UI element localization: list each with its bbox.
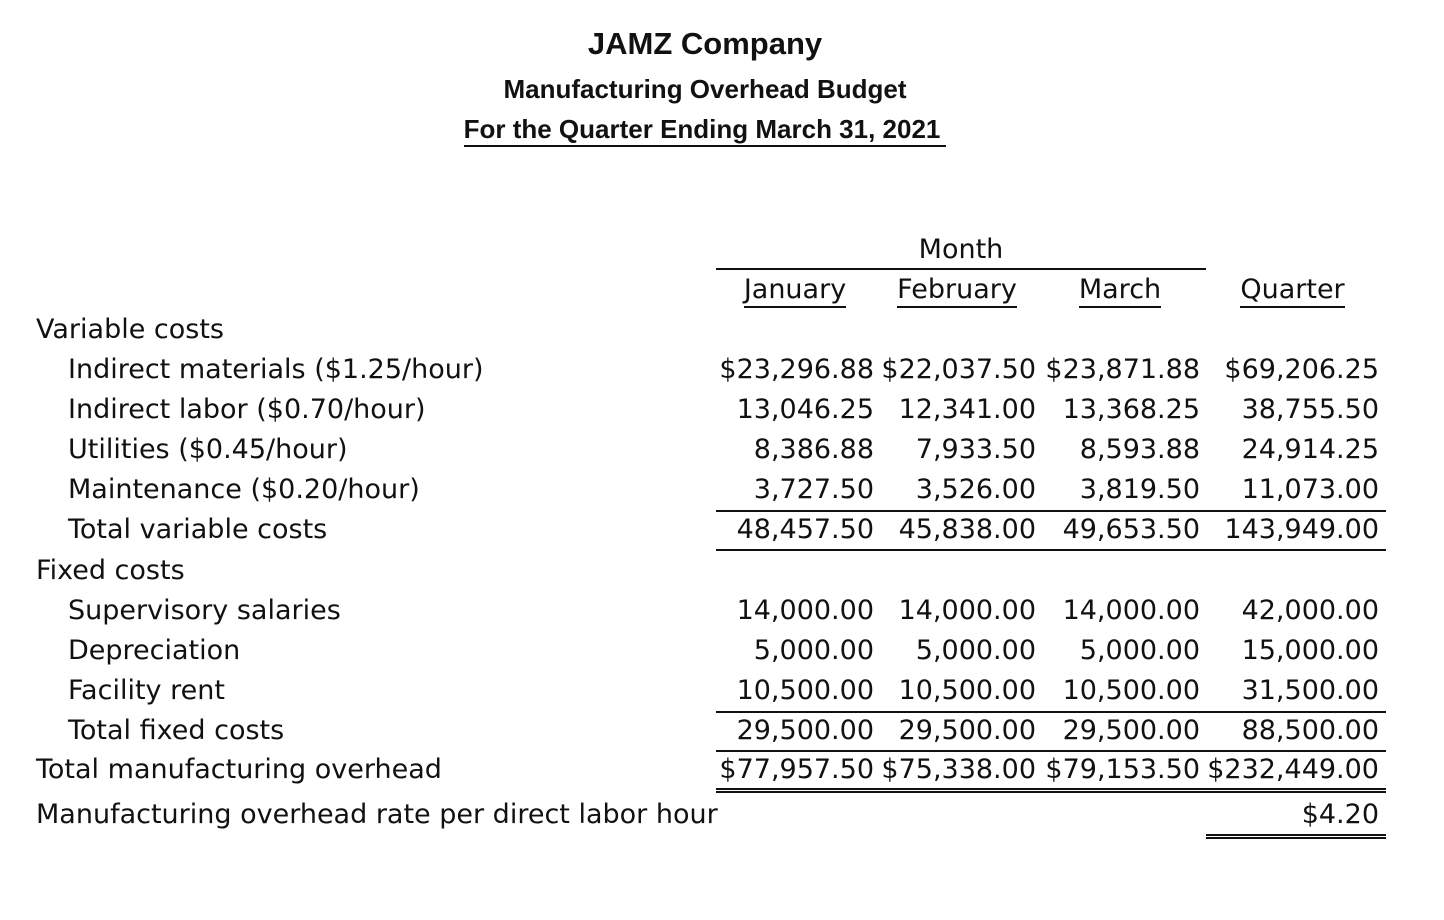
cell-utilities-jan: 8,386.88: [753, 434, 874, 465]
cell-maintenance-quarter: 11,073.00: [1241, 474, 1379, 505]
cell-indirect-labor-mar: 13,368.25: [1062, 394, 1200, 425]
row-label-indirect-materials: Indirect materials ($1.25/hour): [68, 354, 484, 385]
rate-double-rule: [1206, 834, 1386, 839]
cell-maintenance-feb: 3,526.00: [915, 474, 1036, 505]
col-header-march-text: March: [1079, 274, 1161, 308]
report-period: [0, 114, 1410, 145]
cell-total-variable-jan: 48,457.50: [736, 514, 874, 545]
row-label-supervisory-salaries: Supervisory salaries: [68, 595, 341, 626]
col-header-january-text: January: [744, 274, 846, 308]
grand-total-double-rule: [716, 788, 1386, 793]
row-label-total-overhead: Total manufacturing overhead: [36, 754, 442, 785]
cell-depreciation-quarter: 15,000.00: [1241, 635, 1379, 666]
row-label-facility-rent: Facility rent: [68, 675, 225, 706]
cell-total-fixed-jan: 29,500.00: [736, 715, 874, 746]
subtotal-rule-fixed: [716, 711, 1386, 713]
cell-total-variable-feb: 45,838.00: [898, 514, 1036, 545]
cell-total-fixed-mar: 29,500.00: [1062, 715, 1200, 746]
row-label-total-variable: Total variable costs: [68, 514, 328, 545]
cell-total-overhead-quarter: $232,449.00: [1207, 754, 1379, 785]
cell-overhead-rate-quarter: $4.20: [1301, 799, 1379, 830]
cell-indirect-materials-jan: $23,296.88: [719, 354, 874, 385]
cell-supervisory-salaries-quarter: 42,000.00: [1241, 595, 1379, 626]
row-label-indirect-labor: Indirect labor ($0.70/hour): [68, 394, 426, 425]
cell-total-overhead-feb: $75,338.00: [881, 754, 1036, 785]
section-label-variable: Variable costs: [36, 314, 224, 345]
cell-maintenance-mar: 3,819.50: [1079, 474, 1200, 505]
row-label-maintenance: Maintenance ($0.20/hour): [68, 474, 420, 505]
cell-total-fixed-quarter: 88,500.00: [1241, 715, 1379, 746]
cell-total-fixed-feb: 29,500.00: [898, 715, 1036, 746]
cell-facility-rent-mar: 10,500.00: [1062, 675, 1200, 706]
month-group-rule: [716, 268, 1206, 270]
cell-utilities-quarter: 24,914.25: [1241, 434, 1379, 465]
col-header-february-text: February: [897, 274, 1017, 308]
col-header-january: [716, 274, 874, 305]
cell-total-overhead-mar: $79,153.50: [1045, 754, 1200, 785]
cell-utilities-mar: 8,593.88: [1079, 434, 1200, 465]
col-header-quarter-text: Quarter: [1240, 274, 1344, 308]
cell-depreciation-mar: 5,000.00: [1079, 635, 1200, 666]
row-label-utilities: Utilities ($0.45/hour): [68, 434, 348, 465]
cell-indirect-materials-quarter: $69,206.25: [1224, 354, 1379, 385]
section-label-fixed: Fixed costs: [36, 555, 185, 586]
col-header-march: [1040, 274, 1200, 305]
col-header-quarter: [1206, 274, 1379, 305]
cell-supervisory-salaries-jan: 14,000.00: [736, 595, 874, 626]
cell-total-variable-mar: 49,653.50: [1062, 514, 1200, 545]
col-header-february: [878, 274, 1036, 305]
total-rule-fixed: [716, 750, 1386, 752]
report-period-text: For the Quarter Ending March 31, 2021: [464, 114, 947, 147]
cell-utilities-feb: 7,933.50: [915, 434, 1036, 465]
cell-facility-rent-quarter: 31,500.00: [1241, 675, 1379, 706]
cell-total-variable-quarter: 143,949.00: [1224, 514, 1379, 545]
cell-indirect-materials-feb: $22,037.50: [881, 354, 1036, 385]
cell-total-overhead-jan: $77,957.50: [719, 754, 874, 785]
subtotal-rule-variable: [716, 510, 1386, 512]
cell-supervisory-salaries-mar: 14,000.00: [1062, 595, 1200, 626]
cell-maintenance-jan: 3,727.50: [753, 474, 874, 505]
cell-facility-rent-jan: 10,500.00: [736, 675, 874, 706]
month-group-header: Month: [918, 234, 1004, 265]
cell-supervisory-salaries-feb: 14,000.00: [898, 595, 1036, 626]
cell-indirect-labor-feb: 12,341.00: [898, 394, 1036, 425]
total-rule-variable: [716, 549, 1386, 551]
cell-facility-rent-feb: 10,500.00: [898, 675, 1036, 706]
row-label-depreciation: Depreciation: [68, 635, 241, 666]
company-name: JAMZ Company: [587, 26, 823, 61]
cell-indirect-labor-jan: 13,046.25: [736, 394, 874, 425]
cell-indirect-labor-quarter: 38,755.50: [1241, 394, 1379, 425]
row-label-total-fixed: Total fixed costs: [68, 715, 285, 746]
cell-depreciation-jan: 5,000.00: [753, 635, 874, 666]
cell-depreciation-feb: 5,000.00: [915, 635, 1036, 666]
report-title: Manufacturing Overhead Budget: [503, 74, 907, 104]
row-label-overhead-rate: Manufacturing overhead rate per direct labor hour: [36, 799, 718, 830]
cell-indirect-materials-mar: $23,871.88: [1045, 354, 1200, 385]
